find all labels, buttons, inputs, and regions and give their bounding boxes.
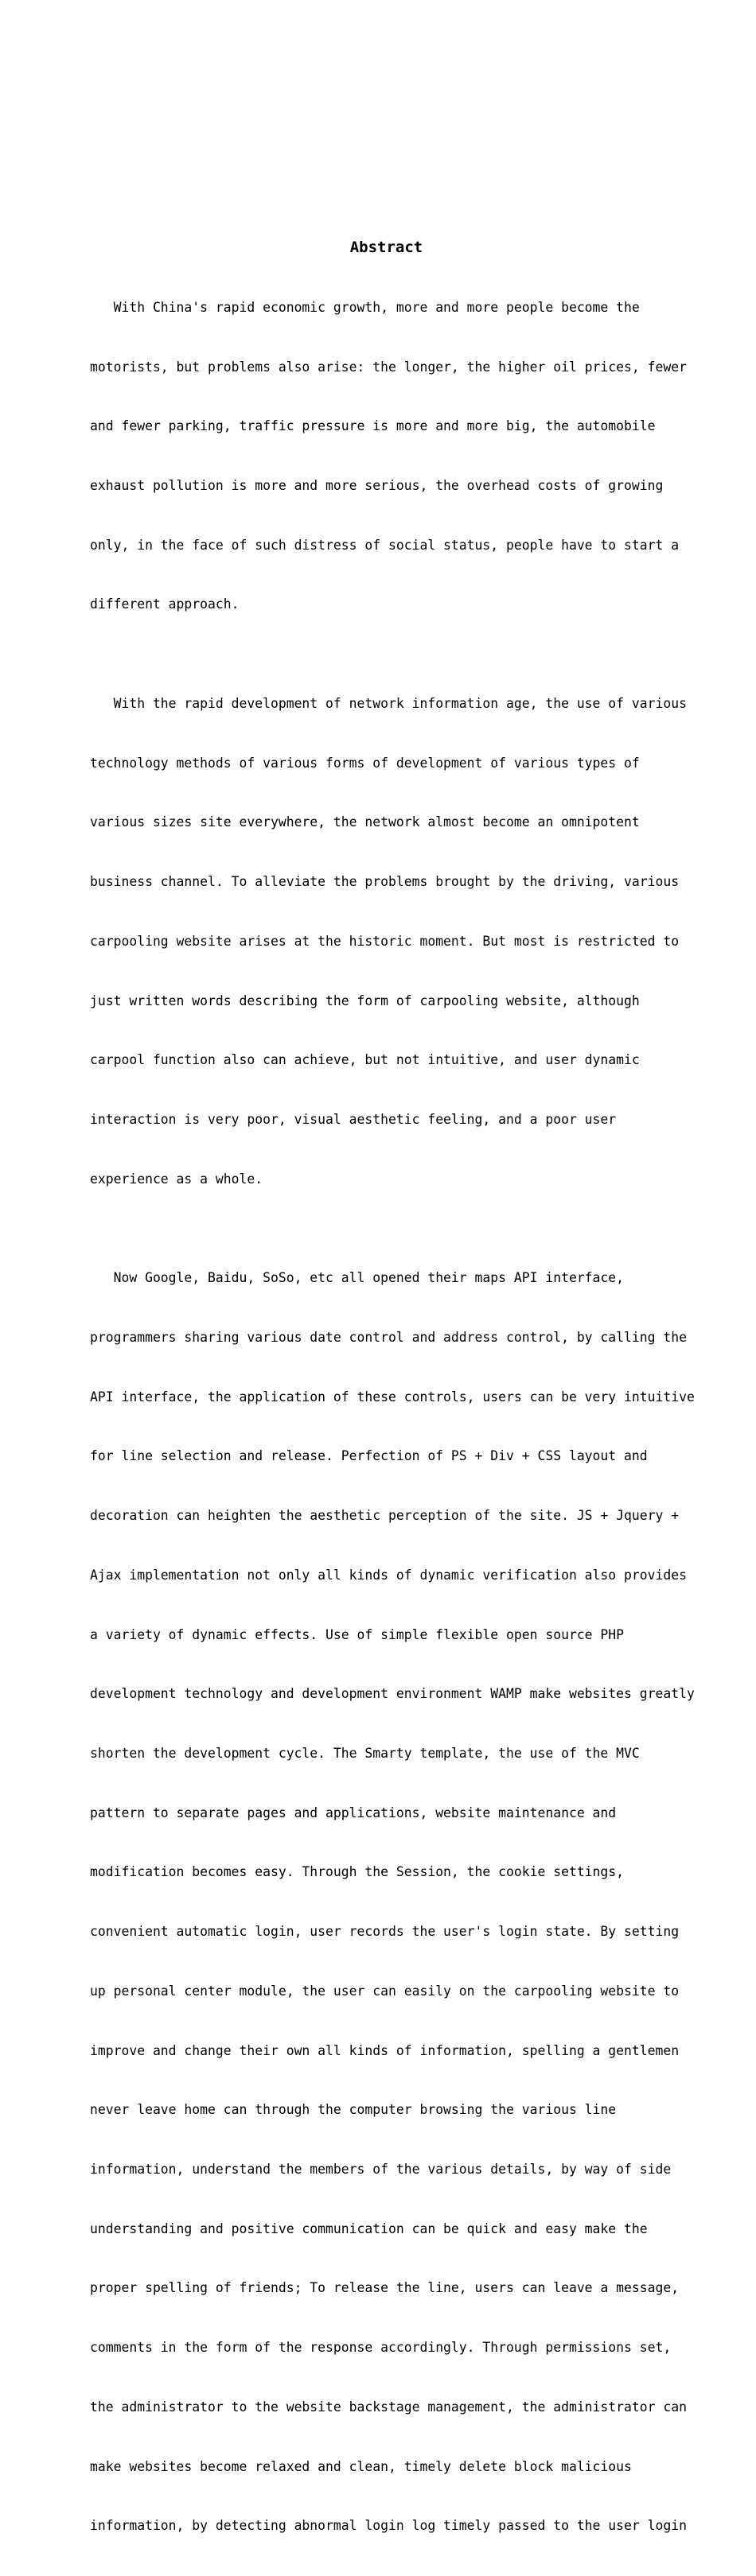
- text-line: shorten the development cycle. The Smarty template, the use of the MVC: [90, 1745, 640, 1761]
- text-line: improve and change their own all kinds of information, spelling a gentlemen: [90, 2042, 680, 2058]
- text-line: business channel. To alleviate the problems brought by the driving, various: [90, 874, 680, 890]
- text-line: pattern to separate pages and applications, website maintenance and: [90, 1805, 617, 1820]
- text-line: Ajax implementation not only all kinds of dynamic verification also provides: [90, 1567, 687, 1583]
- text-line: only, in the face of such distress of social status, people have to start a: [90, 537, 680, 553]
- text-line: just written words describing the form of carpooling website, although: [90, 993, 640, 1008]
- text-line: proper spelling of friends; To release the line, users can leave a message,: [90, 2280, 680, 2296]
- text-line: convenient automatic login, user records the user's login state. By setting: [90, 1924, 680, 1940]
- abstract-paragraph-3: [90, 1229, 695, 2576]
- text-line: With the rapid development of network information age, the use of various: [90, 695, 687, 711]
- text-line: make websites become relaxed and clean, timely delete block malicious: [90, 2458, 632, 2474]
- text-line: interaction is very poor, visual aesthetic feeling, and a poor user: [90, 1111, 617, 1127]
- text-line: various sizes site everywhere, the network almost become an omnipotent: [90, 814, 640, 830]
- text-line: information, by detecting abnormal login log timely passed to the user login: [90, 2518, 687, 2534]
- text-line: experience as a whole.: [90, 1171, 263, 1187]
- text-line: exhaust pollution is more and more serious, the overhead costs of growing: [90, 477, 664, 493]
- text-line: information, understand the members of the various details, by way of side: [90, 2162, 672, 2177]
- text-line: a variety of dynamic effects. Use of simple flexible open source PHP: [90, 1626, 625, 1642]
- text-line: modification becomes easy. Through the Session, the cookie settings,: [90, 1864, 625, 1880]
- text-line: different approach.: [90, 596, 240, 612]
- text-line: up personal center module, the user can easily on the carpooling website to: [90, 1983, 680, 1999]
- text-line: never leave home can through the computer browsing the various line: [90, 2102, 617, 2118]
- text-line: API interface, the application of these controls, users can be very intuitive: [90, 1389, 695, 1405]
- text-line: the administrator to the website backstage management, the administrator can: [90, 2399, 687, 2415]
- text-line: comments in the form of the response accordingly. Through permissions set,: [90, 2340, 672, 2356]
- text-line: and fewer parking, traffic pressure is more and more big, the automobile: [90, 418, 656, 434]
- abstract-paragraph-1: [90, 258, 687, 655]
- text-line: carpooling website arises at the historic moment. But most is restricted to: [90, 933, 680, 949]
- text-line: decoration can heighten the aesthetic perception of the site. JS + Jquery +: [90, 1508, 680, 1524]
- text-line: motorists, but problems also arise: the longer, the higher oil prices, fewer: [90, 359, 687, 375]
- text-line: Now Google, Baidu, SoSo, etc all opened their maps API interface,: [90, 1270, 625, 1286]
- text-line: carpool function also can achieve, but not intuitive, and user dynamic: [90, 1052, 640, 1068]
- text-line: With China's rapid economic growth, more and more people become the: [90, 299, 640, 315]
- text-line: for line selection and release. Perfection of PS + Div + CSS layout and: [90, 1448, 648, 1464]
- abstract-title: Abstract: [349, 239, 423, 256]
- text-line: programmers sharing various date control and address control, by calling the: [90, 1329, 687, 1345]
- text-line: understanding and positive communication can be quick and easy make the: [90, 2220, 648, 2236]
- text-line: development technology and development environment WAMP make websites greatly: [90, 1686, 695, 1702]
- text-line: technology methods of various forms of development of various types of: [90, 755, 640, 771]
- document-body: [90, 236, 695, 2576]
- abstract-paragraph-2: [90, 655, 687, 1229]
